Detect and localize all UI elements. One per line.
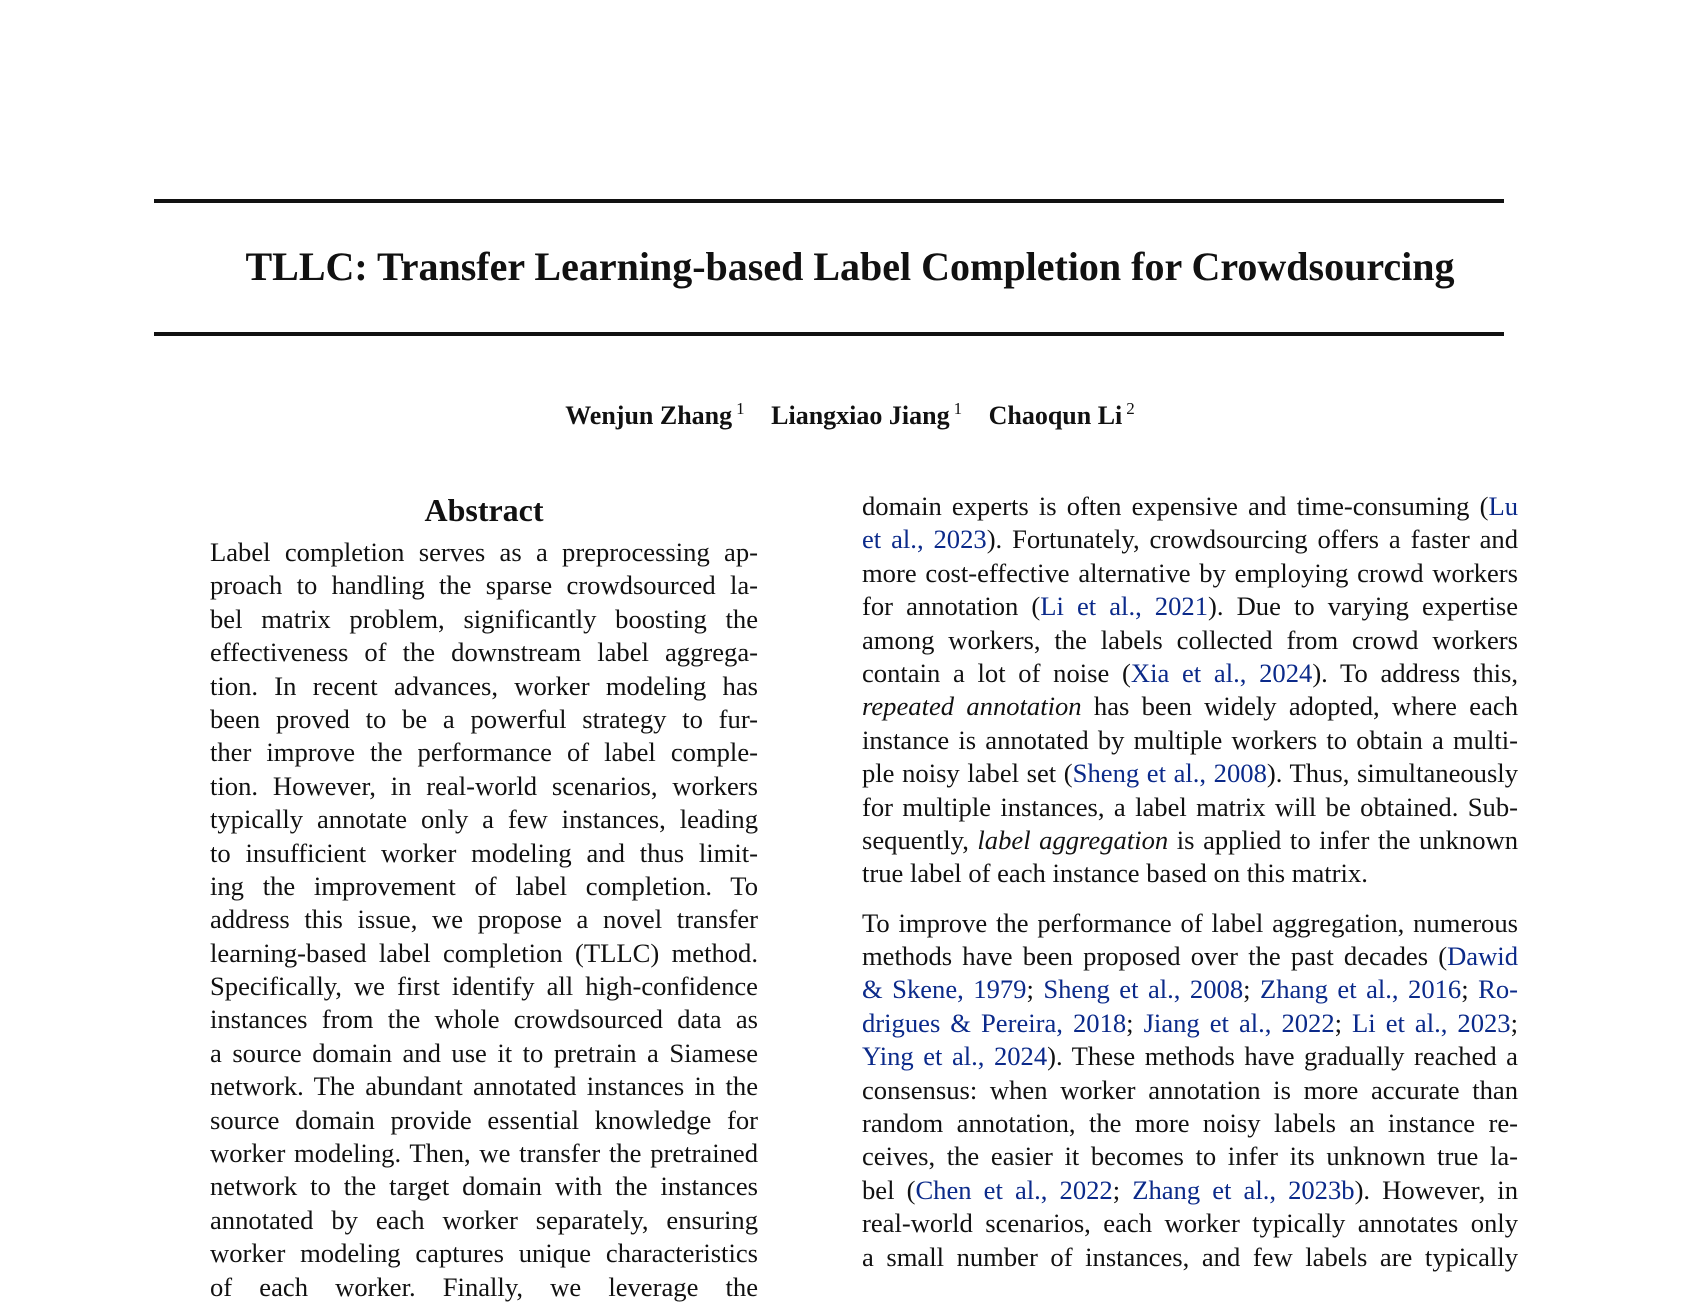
text-line [862,1140,1518,1173]
citation-link[interactable]: et al., 2023 [862,524,987,555]
abstract-line: been proved to be a powerful strategy to fur- [210,703,758,734]
citation-link[interactable]: Zhang et al., 2023b [1132,1174,1355,1205]
citation-link[interactable]: Jiang et al., 2022 [1143,1007,1335,1038]
affiliation-mark: 1 [953,399,963,418]
text-line [862,690,1518,723]
abstract-heading: Abstract [424,492,544,528]
abstract-line: effectiveness of the downstream label aggrega- [210,637,758,668]
abstract-line: source domain provide essential knowledge for [210,1104,758,1135]
text-line [862,1174,1518,1207]
text-segment: ; [1026,974,1044,1005]
text-segment: contain a lot of noise ( [862,657,1131,688]
author-list [0,393,1700,432]
text-segment: random annotation, the more noisy labels an instance re- [862,1108,1518,1139]
text-line [862,907,1518,940]
citation-link[interactable]: Li et al., 2021 [1040,591,1208,622]
text-segment: is applied to infer the unknown [1168,824,1518,855]
text-line [862,724,1518,757]
abstract-line: learning-based label completion (TLLC) method. [210,937,758,968]
text-line [862,824,1518,857]
text-segment: ). However, in [1354,1174,1518,1205]
citation-link[interactable]: Ro- [1478,974,1518,1005]
author-3 [989,401,1135,430]
text-segment: ; [1112,1174,1133,1205]
abstract-line: ing the improvement of label completion. To [210,870,758,901]
text-line [862,1007,1518,1040]
citation-link[interactable]: Ying et al., 2024 [862,1041,1048,1072]
text-segment: To improve the performance of label aggregation, numerous [862,907,1518,938]
abstract-line: Label completion serves as a preprocessing ap- [210,537,758,567]
abstract-line: network to the target domain with the instances [210,1171,758,1202]
citation-link[interactable]: drigues & Pereira, 2018 [862,1007,1127,1038]
citation-link[interactable]: Sheng et al., 2008 [1072,758,1267,789]
text-line [862,657,1518,690]
abstract-line: ther improve the performance of label comple- [210,737,758,768]
text-line [862,757,1518,790]
text-segment: more cost-effective alternative by employing crowd workers [862,557,1518,588]
text-line [862,557,1518,590]
abstract-line: a source domain and use it to pretrain a Siamese [210,1037,758,1068]
citation-link[interactable]: Sheng et al., 2008 [1043,974,1244,1005]
paper-title: TLLC: Transfer Learning-based Label Completion for Crowdsourcing [245,244,1455,289]
abstract-body [210,536,758,1304]
abstract-line: proach to handling the sparse crowdsourced la- [210,570,758,601]
emphasized-term: label aggregation [977,824,1169,855]
paragraph-gap [862,891,1518,907]
text-line [862,1241,1518,1274]
text-segment: ceives, the easier it becomes to infer its unknown true la- [862,1141,1518,1172]
citation-link[interactable]: Chen et al., 2022 [915,1174,1113,1205]
citation-link[interactable]: & Skene, 1979 [862,974,1027,1005]
abstract-line: annotated by each worker separately, ensuring [210,1204,758,1235]
abstract-line: address this issue, we propose a novel transfer [210,904,758,935]
abstract-line: bel matrix problem, significantly boosting the [210,603,758,634]
text-line [862,1107,1518,1140]
citation-link[interactable]: Dawid [1447,941,1518,972]
abstract-line: of each worker. Finally, we leverage the [210,1271,758,1302]
title-bottom-rule [154,332,1504,336]
text-segment: ; [1126,1007,1144,1038]
abstract-line: instances from the whole crowdsourced data as [210,1004,758,1035]
text-line [862,940,1518,973]
text-line [862,490,1518,523]
text-line [862,1040,1518,1073]
author-name: Wenjun Zhang [565,401,733,430]
text-segment: methods have been proposed over the past decades ( [862,941,1448,972]
affiliation-mark: 1 [736,399,745,418]
text-segment: for multiple instances, a label matrix will be obtained. Sub- [862,791,1518,822]
emphasized-term: repeated annotation [862,691,1082,722]
abstract-line: tion. However, in real-world scenarios, workers [210,770,758,801]
text-segment: for annotation ( [862,591,1041,622]
citation-link[interactable]: Xia et al., 2024 [1130,657,1313,688]
text-segment: has been widely adopted, where each [1081,691,1518,722]
text-segment: real-world scenarios, each worker typically annotates only [862,1208,1518,1239]
text-segment: true label of each instance based on this matrix. [862,858,1368,889]
intro-paragraph-2 [862,907,1518,1274]
text-line [862,523,1518,556]
abstract-line: worker modeling captures unique characteristics [210,1238,758,1269]
author-1 [565,401,744,430]
text-segment: consensus: when worker annotation is more accurate than [862,1074,1518,1105]
abstract-line: worker modeling. Then, we transfer the pretrained [210,1138,758,1169]
text-segment: ; [1334,1007,1353,1038]
text-segment: ple noisy label set ( [862,758,1073,789]
citation-link[interactable]: Li et al., 2023 [1352,1007,1511,1038]
author-name: Liangxiao Jiang [771,401,950,430]
text-segment: a small number of instances, and few labels are typically [862,1241,1518,1272]
affiliation-mark: 2 [1126,399,1135,418]
citation-link[interactable]: Lu [1488,491,1518,521]
introduction-body [862,490,1518,1274]
text-line [862,857,1518,890]
text-segment: ). These methods have gradually reached a [1047,1041,1518,1072]
text-segment: ). Thus, simultaneously [1266,758,1518,789]
text-line [862,1074,1518,1107]
text-line [862,590,1518,623]
title-top-rule [154,199,1504,203]
text-line [862,791,1518,824]
text-segment: ). Fortunately, crowdsourcing offers a faster and [986,524,1518,555]
citation-link[interactable]: Zhang et al., 2016 [1260,974,1462,1005]
text-segment: among workers, the labels collected from crowd workers [862,624,1518,655]
abstract-line: Specifically, we first identify all high-confidence [210,971,758,1002]
abstract-line: network. The abundant annotated instances in the [210,1071,758,1102]
text-segment: ; [1461,974,1479,1005]
text-line [862,973,1518,1006]
author-2 [771,401,962,430]
abstract-line: to insufficient worker modeling and thus limit- [210,837,758,868]
text-line [862,1207,1518,1240]
text-line [862,624,1518,657]
text-segment: domain experts is often expensive and time-consuming ( [862,491,1489,521]
text-segment: ). To address this, [1312,657,1518,688]
text-segment: ). Due to varying expertise [1208,591,1519,622]
text-segment: instance is annotated by multiple workers to obtain a multi- [862,724,1518,755]
text-segment: sequently, [862,824,978,855]
abstract-line: tion. In recent advances, worker modeling has [210,670,758,701]
abstract-line: typically annotate only a few instances, leading [210,804,758,835]
text-segment: ; [1510,1007,1518,1038]
author-name: Chaoqun Li [988,401,1123,430]
intro-paragraph-1 [862,490,1518,891]
text-segment: ; [1243,974,1260,1005]
text-segment: bel ( [862,1174,916,1205]
